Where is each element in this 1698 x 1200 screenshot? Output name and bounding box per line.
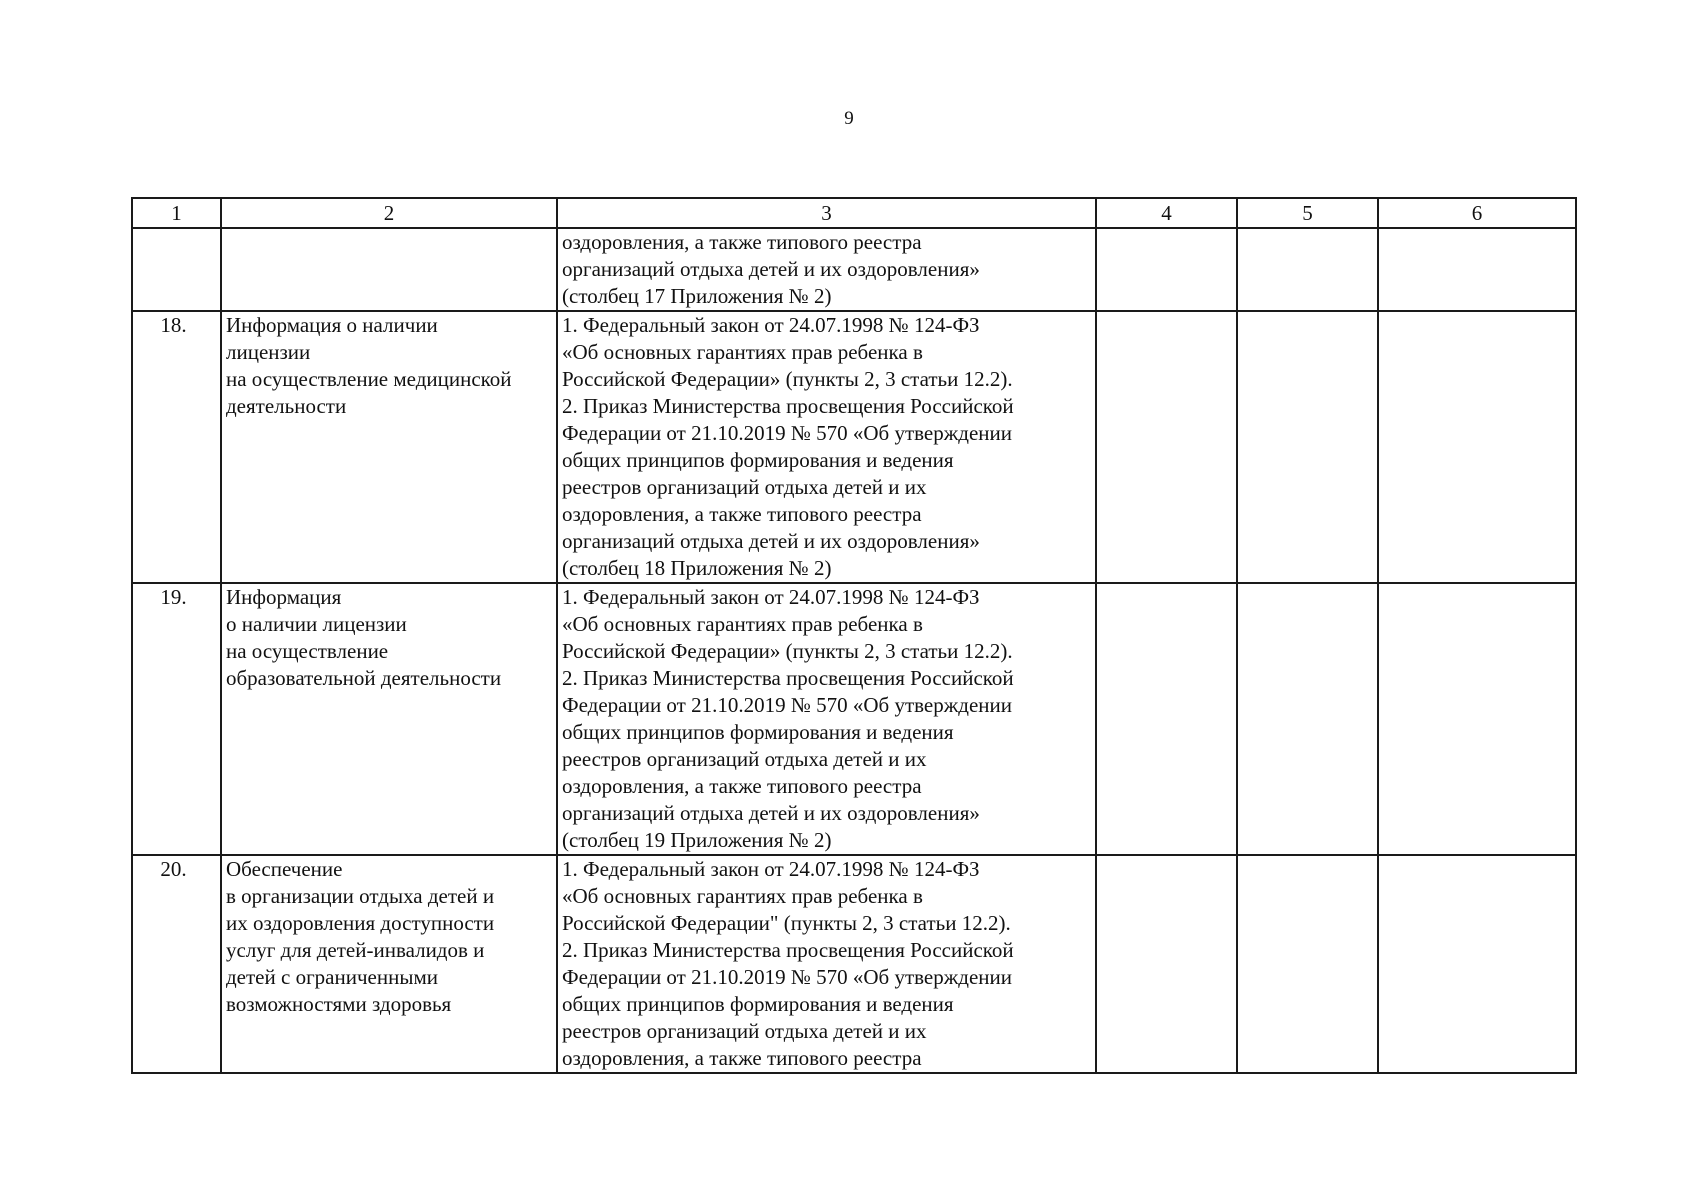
column-header-3: 3: [557, 198, 1096, 228]
row-number: [132, 228, 221, 311]
row-cell-5: [1237, 855, 1378, 1073]
row-cell-5: [1237, 583, 1378, 855]
column-header-6: 6: [1378, 198, 1576, 228]
row-cell-6: [1378, 855, 1576, 1073]
row-number: 19.: [132, 583, 221, 855]
table-header-row: [132, 198, 1576, 228]
column-header-5: 5: [1237, 198, 1378, 228]
row-cell-4: [1096, 311, 1237, 583]
table-row: [132, 855, 1576, 1073]
row-cell-6: [1378, 311, 1576, 583]
row-legal-basis: 1. Федеральный закон от 24.07.1998 № 124-ФЗ «Об основных гарантиях прав ребенка в Российской Федерации» (пункты 2, 3 статьи 12.2). 2. Приказ Министерства просвещения Российской Федерации от 21.10.2019 № 570 «Об утверждении общих принципов формирования и ведения реестров организаций отдыха детей и их оздоровления, а также типового реестра организаций отдыха детей и их оздоровления» (столбец 19 Приложения № 2): [557, 583, 1096, 855]
document-table: [131, 197, 1577, 1074]
row-cell-5: [1237, 228, 1378, 311]
row-cell-4: [1096, 228, 1237, 311]
row-number: 18.: [132, 311, 221, 583]
table-row: [132, 583, 1576, 855]
table-row: [132, 311, 1576, 583]
column-header-4: 4: [1096, 198, 1237, 228]
row-cell-4: [1096, 855, 1237, 1073]
row-cell-6: [1378, 228, 1576, 311]
row-cell-4: [1096, 583, 1237, 855]
row-legal-basis: 1. Федеральный закон от 24.07.1998 № 124-ФЗ «Об основных гарантиях прав ребенка в Российской Федерации" (пункты 2, 3 статьи 12.2). 2. Приказ Министерства просвещения Российской Федерации от 21.10.2019 № 570 «Об утверждении общих принципов формирования и ведения реестров организаций отдыха детей и их оздоровления, а также типового реестра: [557, 855, 1096, 1073]
table-row: [132, 228, 1576, 311]
row-cell-6: [1378, 583, 1576, 855]
column-header-1: 1: [132, 198, 221, 228]
row-name: [221, 228, 557, 311]
row-legal-basis: 1. Федеральный закон от 24.07.1998 № 124-ФЗ «Об основных гарантиях прав ребенка в Российской Федерации» (пункты 2, 3 статьи 12.2). 2. Приказ Министерства просвещения Российской Федерации от 21.10.2019 № 570 «Об утверждении общих принципов формирования и ведения реестров организаций отдыха детей и их оздоровления, а также типового реестра организаций отдыха детей и их оздоровления» (столбец 18 Приложения № 2): [557, 311, 1096, 583]
row-legal-basis: оздоровления, а также типового реестра организаций отдыха детей и их оздоровления» (столбец 17 Приложения № 2): [557, 228, 1096, 311]
row-name: Информация о наличии лицензии на осуществление образовательной деятельности: [221, 583, 557, 855]
row-cell-5: [1237, 311, 1378, 583]
row-name: Обеспечение в организации отдыха детей и их оздоровления доступности услуг для детей-инвалидов и детей с ограниченными возможностями здоровья: [221, 855, 557, 1073]
column-header-2: 2: [221, 198, 557, 228]
page-number: 9: [844, 108, 854, 129]
row-name: Информация о наличии лицензии на осуществление медицинской деятельности: [221, 311, 557, 583]
row-number: 20.: [132, 855, 221, 1073]
